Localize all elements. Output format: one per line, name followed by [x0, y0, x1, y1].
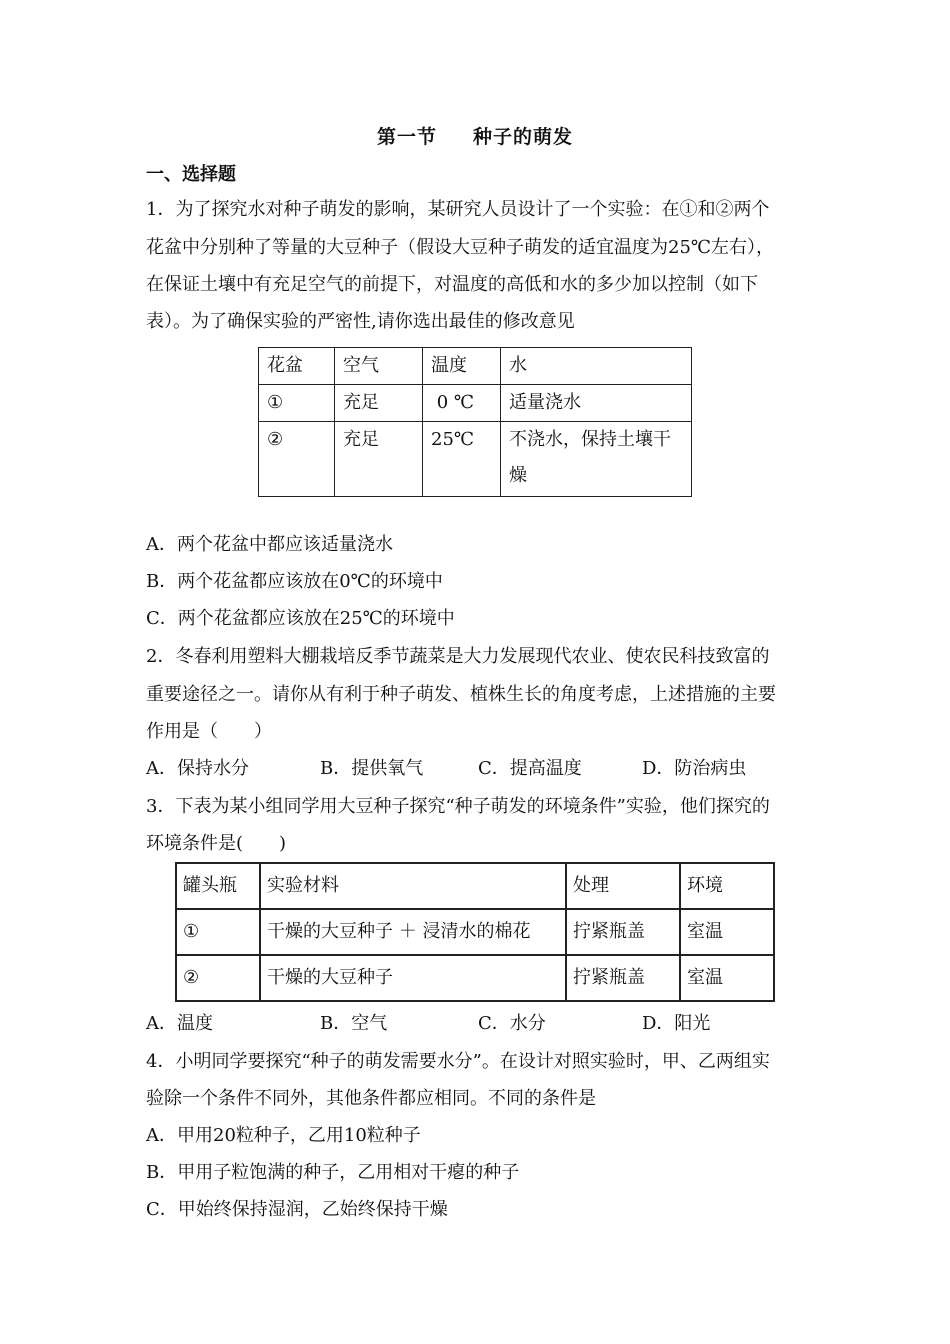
- table-header-cell: 罐头瓶: [176, 863, 260, 909]
- q1-text-line: 表）。为了确保实验的严密性,请你选出最佳的修改意见: [146, 311, 575, 332]
- q1-text-line: 1．为了探究水对种子萌发的影响，某研究人员设计了一个实验：在①和②两个: [146, 199, 770, 220]
- table-cell: 干燥的大豆种子 ＋ 浸清水的棉花: [260, 909, 566, 955]
- table-row: [176, 955, 774, 1001]
- table-header-row: [259, 348, 692, 385]
- q3-text-line: 环境条件是( ): [146, 833, 287, 854]
- q3-text-line: 3．下表为某小组同学用大豆种子探究“种子萌发的环境条件”实验，他们探究的: [146, 796, 770, 817]
- q3-option-d: D．阳光: [642, 1013, 711, 1034]
- q4-option-b: B．甲用子粒饱满的种子，乙用相对干瘪的种子: [146, 1162, 520, 1183]
- table-cell: 充足: [335, 385, 423, 422]
- q3-table: [175, 862, 775, 1002]
- table-header-cell: 空气: [335, 348, 423, 385]
- table-cell: ②: [176, 955, 260, 1001]
- q2-option-b: B．提供氧气: [320, 758, 424, 779]
- table-cell: 拧紧瓶盖: [566, 909, 680, 955]
- q3-option-a: A．温度: [146, 1013, 213, 1034]
- table-cell: 25℃: [423, 422, 501, 497]
- q3-option-b: B．空气: [320, 1013, 388, 1034]
- q1-table: [258, 347, 692, 497]
- q1-text-line: 在保证土壤中有充足空气的前提下，对温度的高低和水的多少加以控制（如下: [146, 274, 758, 295]
- q4-option-c: C．甲始终保持湿润，乙始终保持干燥: [146, 1199, 448, 1220]
- q4-option-a: A．甲用20粒种子，乙用10粒种子: [146, 1125, 421, 1146]
- table-cell: 室温: [680, 955, 774, 1001]
- q2-text-line: 作用是（ ）: [146, 721, 272, 742]
- table-cell: 拧紧瓶盖: [566, 955, 680, 1001]
- table-cell: ①: [176, 909, 260, 955]
- table-cell: 适量浇水: [501, 385, 692, 422]
- q4-text-line: 4．小明同学要探究“种子的萌发需要水分”。在设计对照实验时，甲、乙两组实: [146, 1051, 770, 1072]
- q2-option-d: D．防治病虫: [642, 758, 747, 779]
- table-cell: 室温: [680, 909, 774, 955]
- table-cell: 干燥的大豆种子: [260, 955, 566, 1001]
- table-header-cell: 处理: [566, 863, 680, 909]
- q3-option-c: C．水分: [478, 1013, 546, 1034]
- table-cell: 不浇水，保持土壤干燥: [501, 422, 692, 497]
- table-row: [259, 422, 692, 497]
- q1-option-b: B．两个花盆都应该放在0℃的环境中: [146, 571, 443, 592]
- q1-text-line: 花盆中分别种了等量的大豆种子（假设大豆种子萌发的适宜温度为25℃左右），: [146, 237, 775, 258]
- title-section-number: 第一节: [376, 126, 437, 148]
- q2-option-c: C．提高温度: [478, 758, 582, 779]
- table-row: [259, 385, 692, 422]
- table-cell: 充足: [335, 422, 423, 497]
- table-header-cell: 花盆: [259, 348, 335, 385]
- table-cell: ①: [259, 385, 335, 422]
- table-header-row: [176, 863, 774, 909]
- q2-text-line: 2．冬春利用塑料大棚栽培反季节蔬菜是大力发展现代农业、使农民科技致富的: [146, 646, 770, 667]
- table-cell: ②: [259, 422, 335, 497]
- table-cell: 0 ℃: [423, 385, 501, 422]
- section-heading: 一、选择题: [146, 164, 236, 185]
- table-header-cell: 水: [501, 348, 692, 385]
- q1-option-a: A．两个花盆中都应该适量浇水: [146, 534, 393, 555]
- table-header-cell: 实验材料: [260, 863, 566, 909]
- q1-option-c: C．两个花盆都应该放在25℃的环境中: [146, 608, 455, 629]
- q2-option-a: A．保持水分: [146, 758, 249, 779]
- q2-text-line: 重要途径之一。请你从有利于种子萌发、植株生长的角度考虑，上述措施的主要: [146, 684, 776, 705]
- page-title: [0, 122, 950, 149]
- title-topic: 种子的萌发: [473, 126, 574, 148]
- table-header-cell: 环境: [680, 863, 774, 909]
- q4-text-line: 验除一个条件不同外，其他条件都应相同。不同的条件是: [146, 1088, 596, 1109]
- table-header-cell: 温度: [423, 348, 501, 385]
- table-row: [176, 909, 774, 955]
